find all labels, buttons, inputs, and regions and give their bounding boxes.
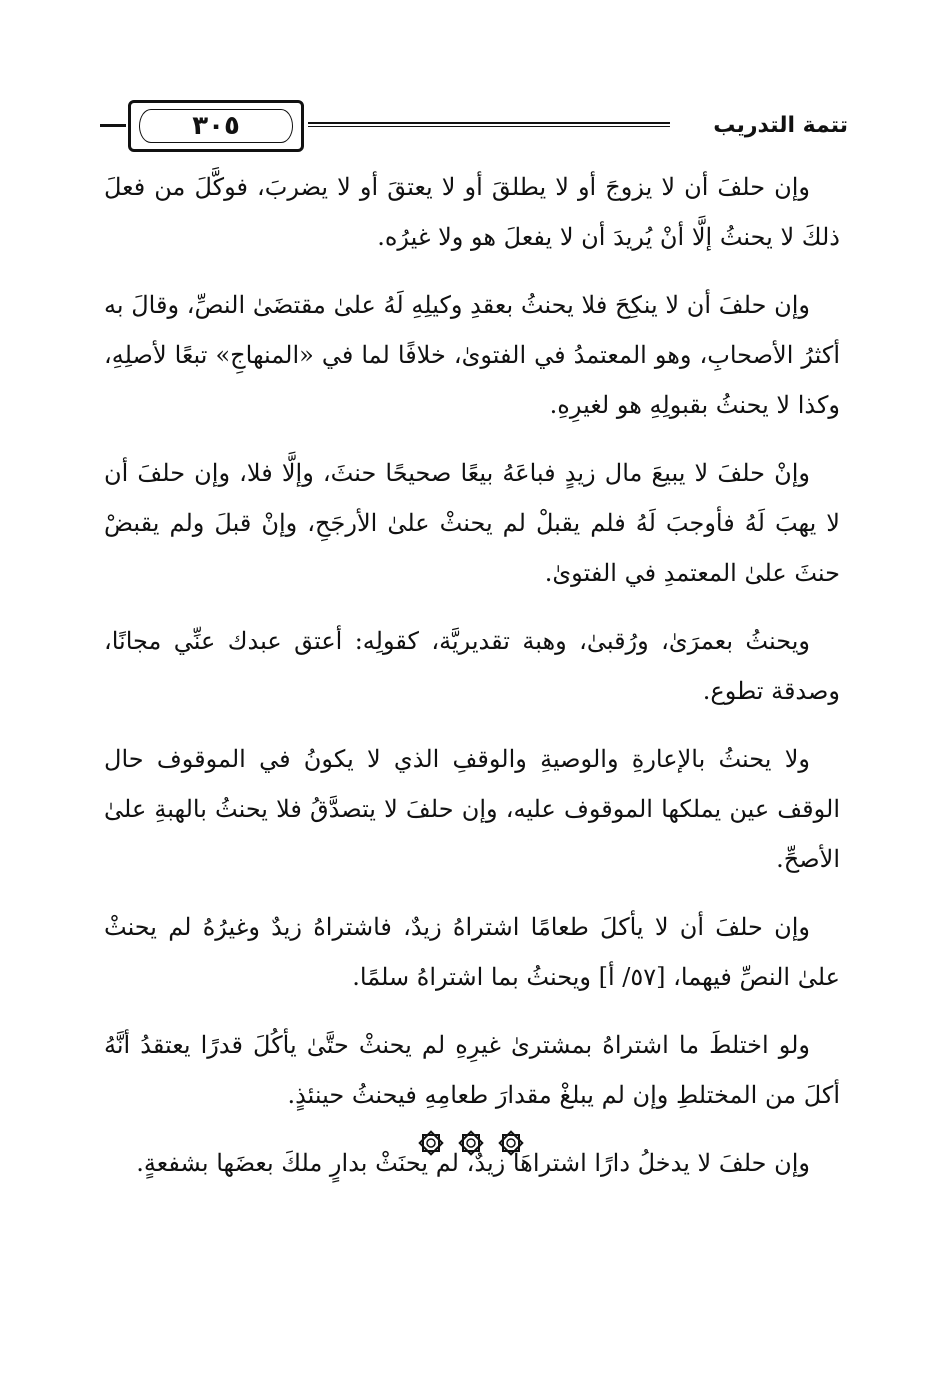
header-rule	[308, 122, 670, 127]
page-number-frame	[128, 100, 304, 152]
paragraph: وإنْ حلفَ لا يبيعَ مال زيدٍ فباعَهُ بيعًا صحيحًا حنثَ، وإلَّا فلا، وإن حلفَ أن لا يهبَ لَهُ فأوجبَ لَهُ فلم يقبلْ لم يحنثْ علىٰ الأرجَحِ، وإنْ قبلَ ولم يقبضْ حنثَ علىٰ المعتمدِ في الفتوىٰ.	[104, 459, 840, 587]
page-number: ٣٠٥	[139, 109, 293, 143]
paragraph: وإن حلفَ لا يدخلُ دارًا اشتراهَا زيدٌ، لم يحنَثْ بدارٍ ملكَ بعضَها بشفعةٍ.	[136, 1149, 810, 1177]
paragraph: ويحنثُ بعمرَىٰ، ورُقبىٰ، وهبة تقديريَّة، كقولِه: أعتق عبدك عنِّي مجانًا، وصدقة تطوع.	[104, 627, 840, 705]
eight-point-star-icon	[496, 1128, 526, 1158]
paragraph: ولا يحنثُ بالإعارةِ والوصيةِ والوقفِ الذي لا يكونُ في الموقوف حال الوقف عين يملكها الموقوف عليه، وإن حلفَ لا يتصدَّقُ فلا يحنثُ بالهبةِ علىٰ الأصحِّ.	[104, 745, 840, 873]
section-end-ornaments	[0, 1128, 942, 1158]
paragraph: وإن حلفَ أن لا يزوجَ أو لا يطلقَ أو لا يعتقَ أو لا يضربَ، فوكَّلَ من فعلَ ذلكَ لا يحنثُ إلَّا أنْ يُريدَ أن لا يفعلَ هو ولا غيرُه.	[104, 173, 840, 251]
running-title: تتمة التدريب	[713, 113, 848, 138]
paragraph: وإن حلفَ أن لا يأكلَ طعامًا اشتراهُ زيدٌ، فاشتراهُ زيدٌ وغيرُهُ لم يحنثْ علىٰ النصِّ فيهما، [٥٧/ أ] ويحنثُ بما اشتراهُ سلمًا.	[104, 913, 840, 991]
paragraph: ولو اختلطَ ما اشتراهُ بمشترىٰ غيرِهِ لم يحنثْ حتَّىٰ يأكُلَ قدرًا يعتقدُ أنَّهُ أكلَ من المختلطِ وإن لم يبلغْ مقدارَ طعامِهِ فيحنثُ حينئذٍ.	[104, 1031, 840, 1109]
body-text	[104, 162, 840, 1206]
eight-point-star-icon	[416, 1128, 446, 1158]
header-rule-left	[100, 124, 126, 127]
paragraph: وإن حلفَ أن لا ينكِحَ فلا يحنثُ بعقدِ وكيلِهِ لَهُ علىٰ مقتضَىٰ النصِّ، وقالَ به أكثرُ الأصحابِ، وهو المعتمدُ في الفتوىٰ، خلافًا لما في «المنهاجِ» تبعًا لأصلِهِ، وكذا لا يحنثُ بقبولِهِ هو لغيرِهِ.	[104, 291, 840, 419]
page-header	[100, 96, 848, 156]
eight-point-star-icon	[456, 1128, 486, 1158]
